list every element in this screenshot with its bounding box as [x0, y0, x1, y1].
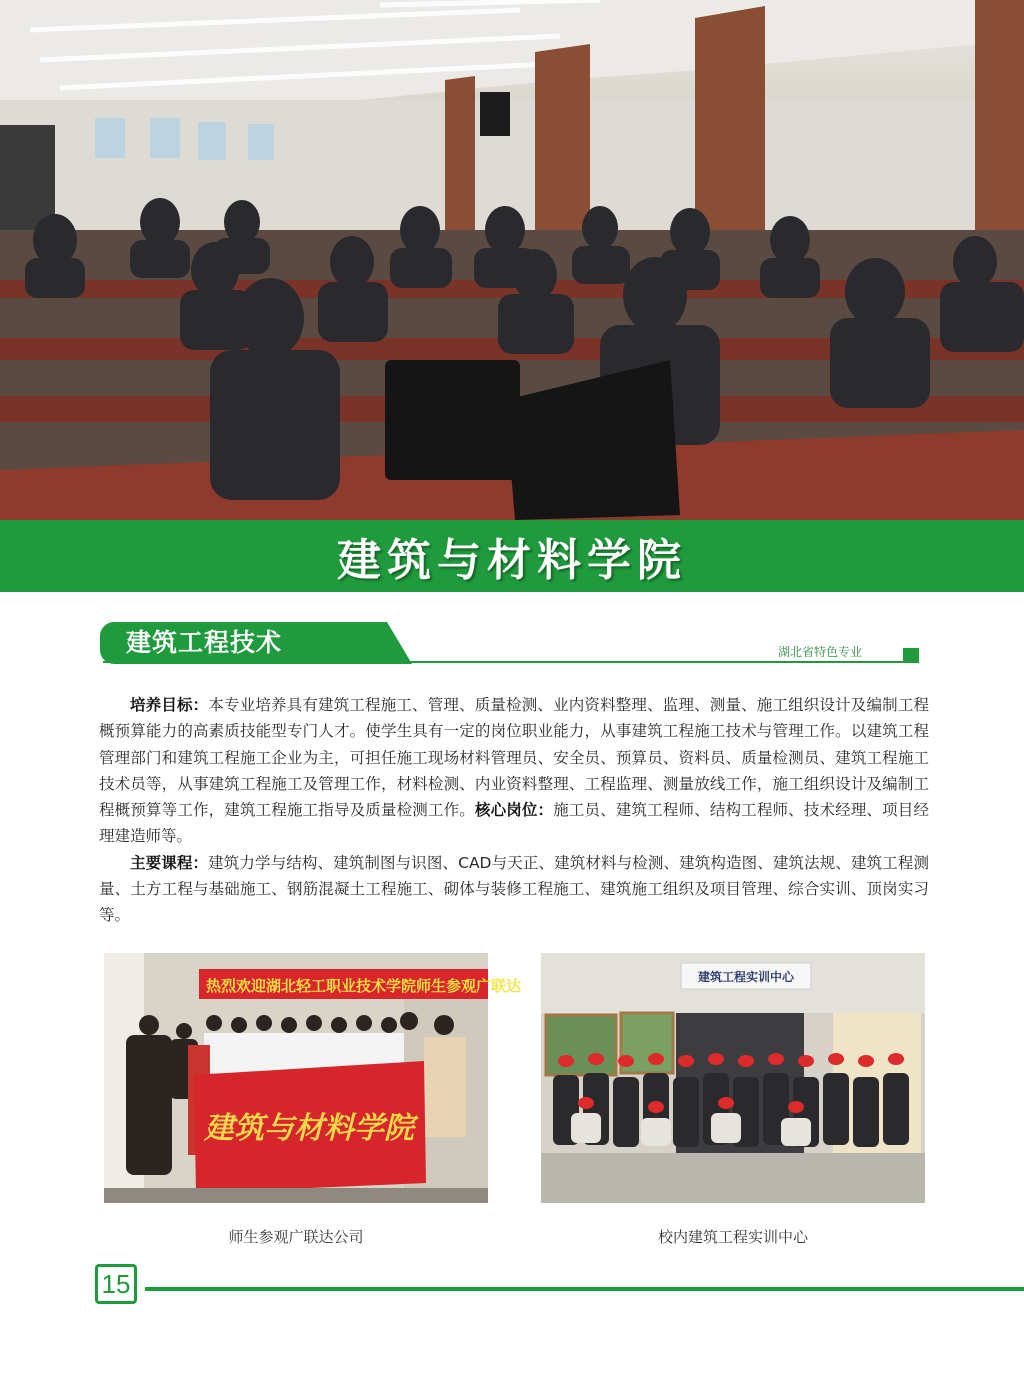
training-sign-text: 建筑工程实训中心: [697, 970, 795, 984]
goal-paragraph: [99, 692, 929, 850]
goal-text: 本专业培养具有建筑工程施工、管理、质量检测、业内资料整理、监理、测量、施工组织设计及编制工程概预算能力的高素质技能型专门人才。使学生具有一定的岗位职业能力，从事建筑工程施工技术与管理工作。以建筑工程管理部门和建筑工程施工企业为主，可担任施工现场材料管理员、安全员、预算员、资料员、质量检测员、建筑工程施工技术员等，从事建筑工程施工及管理工作，材料检测、内业资料整理、工程监理、测量放线工作，施工组织设计及编制工程概预算等工作，建筑工程施工指导及质量检测工作。: [99, 696, 929, 820]
core-label: 核心岗位：: [474, 801, 554, 820]
section-subtitle: 湖北省特色专业: [778, 645, 863, 659]
page-number-text: 15: [101, 1268, 131, 1299]
footer-line: [145, 1287, 1024, 1291]
page-number: [95, 1264, 137, 1304]
photo-training-center: [541, 953, 925, 1203]
college-title: 建筑与材料学院: [337, 535, 687, 586]
caption-training-center: 校内建筑工程实训中心: [657, 1228, 808, 1246]
flag-text: 建筑与材料学院: [204, 1111, 414, 1146]
college-title-band: [0, 520, 1024, 592]
section-square-marker: [903, 648, 919, 662]
caption-company-visit: 师生参观广联达公司: [228, 1228, 364, 1246]
hero-classroom-photo: [0, 0, 1024, 520]
section-title: 建筑工程技术: [126, 628, 283, 657]
core-text: 施工员、建筑工程师、结构工程师、技术经理、项目经理建造师等。: [99, 801, 929, 846]
course-label: 主要课程：: [130, 853, 209, 872]
course-paragraph: [99, 850, 929, 929]
course-text: 建筑力学与结构、建筑制图与识图、CAD与天正、建筑材料与检测、建筑构造图、建筑法规、建筑工程测量、土方工程与基础施工、钢筋混凝土工程施工、砌体与装修工程施工、建筑施工组织及项目管理、综合实训、顶岗实习等。: [99, 853, 929, 925]
goal-label: 培养目标：: [130, 696, 209, 714]
welcome-banner-text: 热烈欢迎湖北轻工职业技术学院师生参观广联达: [206, 977, 522, 995]
photo-company-visit: [104, 953, 522, 1203]
program-description: [99, 692, 929, 929]
